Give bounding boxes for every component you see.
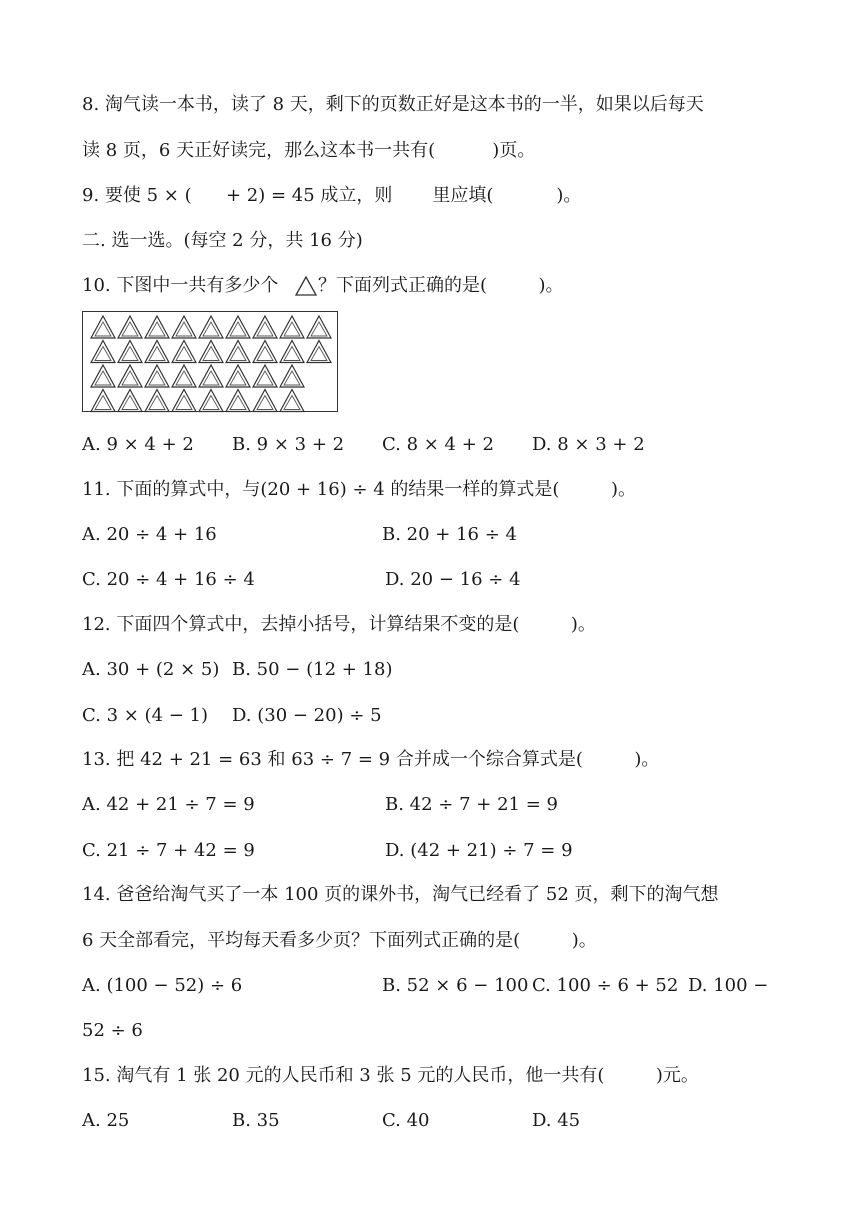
triangle-shape (199, 316, 223, 338)
triangle-shape (145, 390, 169, 412)
triangle-inner-shape (230, 347, 246, 361)
q14-option-b[interactable]: B. 52 × 6 − 100 (382, 975, 529, 996)
q14-option-c[interactable]: C. 100 ÷ 6 + 52 (532, 975, 679, 996)
q11-option-a[interactable]: A. 20 ÷ 4 + 16 (82, 524, 217, 545)
q11-option-b[interactable]: B. 20 + 16 ÷ 4 (382, 524, 517, 545)
q13-option-d[interactable]: D. (42 + 21) ÷ 7 = 9 (385, 840, 573, 861)
triangle-inner-shape (122, 396, 138, 410)
triangle-shape (253, 365, 277, 387)
triangle-inner-shape (284, 371, 300, 385)
triangle-shape (91, 390, 115, 412)
triangle-inner-shape (284, 347, 300, 361)
q14-option-d[interactable]: D. 100 − (688, 975, 769, 996)
triangle-shape (172, 316, 196, 338)
triangle-shape (199, 365, 223, 387)
triangle-inner-shape (95, 371, 111, 385)
triangle-shape (199, 390, 223, 412)
triangle-inner-shape (230, 371, 246, 385)
triangle-inner-shape (122, 371, 138, 385)
q15-option-b[interactable]: B. 35 (232, 1110, 280, 1131)
triangle-inner-shape (203, 322, 219, 336)
triangle-inner-shape (311, 322, 327, 336)
q13-option-a[interactable]: A. 42 + 21 ÷ 7 = 9 (82, 794, 255, 815)
triangle-inner-shape (95, 322, 111, 336)
triangle-inner-shape (149, 347, 165, 361)
q8-line-2: 读 8 页，6 天正好读完，那么这本书一共有( )页。 (82, 140, 536, 161)
triangle-inner-shape (149, 322, 165, 336)
q10-option-d[interactable]: D. 8 × 3 + 2 (532, 434, 645, 455)
q11-line: 11. 下面的算式中，与(20 + 16) ÷ 4 的结果一样的算式是( )。 (82, 479, 636, 500)
triangle-shape (118, 341, 142, 363)
q14-line-2: 6 天全部看完，平均每天看多少页？下面列式正确的是( )。 (82, 930, 597, 951)
triangle-inner-shape (257, 371, 273, 385)
q10-option-a[interactable]: A. 9 × 4 + 2 (82, 434, 194, 455)
triangle-shape (280, 316, 304, 338)
q10-option-b[interactable]: B. 9 × 3 + 2 (232, 434, 345, 455)
triangle-shape (145, 365, 169, 387)
triangle-inner-shape (122, 322, 138, 336)
q14-option-d-continued: 52 ÷ 6 (82, 1020, 143, 1041)
triangle-inner-shape (230, 396, 246, 410)
q12-option-d[interactable]: D. (30 − 20) ÷ 5 (232, 705, 382, 726)
triangle-grid (83, 312, 339, 413)
q12-option-b[interactable]: B. 50 − (12 + 18) (232, 659, 393, 680)
triangle-inner-shape (284, 322, 300, 336)
triangle-shape (118, 365, 142, 387)
q15-option-a[interactable]: A. 25 (82, 1110, 130, 1131)
q11-option-c[interactable]: C. 20 ÷ 4 + 16 ÷ 4 (82, 569, 255, 590)
q13-line: 13. 把 42 + 21 = 63 和 63 ÷ 7 = 9 合并成一个综合算式是( )。 (82, 749, 660, 770)
section-2-heading: 二. 选一选。(每空 2 分，共 16 分) (82, 230, 363, 251)
q15-option-c[interactable]: C. 40 (382, 1110, 430, 1131)
triangle-inner-shape (257, 347, 273, 361)
triangle-inner-shape (176, 396, 192, 410)
q8-line-1: 8. 淘气读一本书，读了 8 天，剩下的页数正好是这本书的一半，如果以后每天 (82, 94, 704, 115)
triangle-inner-shape (284, 396, 300, 410)
triangle-shape (226, 390, 250, 412)
q13-option-c[interactable]: C. 21 ÷ 7 + 42 = 9 (82, 840, 255, 861)
triangle-shape (226, 341, 250, 363)
triangle-shape (226, 316, 250, 338)
q11-option-d[interactable]: D. 20 − 16 ÷ 4 (385, 569, 521, 590)
triangle-inner-shape (176, 371, 192, 385)
triangle-shape (172, 341, 196, 363)
triangle-shape (91, 341, 115, 363)
q10-line-part2: ？下面列式正确的是( )。 (318, 275, 564, 296)
q9-line: 9. 要使 5 × ( + 2) = 45 成立，则 里应填( )。 (82, 185, 582, 206)
triangle-inner-shape (257, 396, 273, 410)
triangle-shape (199, 341, 223, 363)
triangle-shape (226, 365, 250, 387)
triangle-inner-shape (203, 371, 219, 385)
triangle-shape (91, 365, 115, 387)
triangle-inner-shape (122, 347, 138, 361)
triangle-shape (118, 316, 142, 338)
triangle-inner-shape (149, 371, 165, 385)
q10-option-c[interactable]: C. 8 × 4 + 2 (382, 434, 494, 455)
q15-option-d[interactable]: D. 45 (532, 1110, 581, 1131)
triangle-inner-shape (149, 396, 165, 410)
q12-option-c[interactable]: C. 3 × (4 − 1) (82, 705, 209, 726)
q12-line: 12. 下面四个算式中，去掉小括号，计算结果不变的是( )。 (82, 614, 596, 635)
triangle-inner-shape (203, 396, 219, 410)
triangle-shape (145, 341, 169, 363)
triangle-inner-shape (311, 347, 327, 361)
triangle-shape (118, 390, 142, 412)
triangle-inner-shape (230, 322, 246, 336)
triangle-inner-shape (95, 396, 111, 410)
q12-option-a[interactable]: A. 30 + (2 × 5) (82, 659, 220, 680)
triangle-shape (280, 390, 304, 412)
q14-option-a[interactable]: A. (100 − 52) ÷ 6 (82, 975, 243, 996)
triangle-icon (294, 275, 318, 297)
triangle-shape (253, 390, 277, 412)
triangle-shape (253, 341, 277, 363)
triangle-inner-shape (176, 322, 192, 336)
triangle-shape (307, 341, 331, 363)
q13-option-b[interactable]: B. 42 ÷ 7 + 21 = 9 (385, 794, 558, 815)
triangle-shape (280, 365, 304, 387)
triangle-inner-shape (257, 322, 273, 336)
triangle-shape (253, 316, 277, 338)
triangle-shape (91, 316, 115, 338)
triangle-inner-shape (176, 347, 192, 361)
triangle-shape (307, 316, 331, 338)
q15-line: 15. 淘气有 1 张 20 元的人民币和 3 张 5 元的人民币，他一共有( )元。 (82, 1065, 699, 1086)
triangle-shape (280, 341, 304, 363)
triangle-inner-shape (203, 347, 219, 361)
q14-line-1: 14. 爸爸给淘气买了一本 100 页的课外书，淘气已经看了 52 页，剩下的淘气想 (82, 884, 719, 905)
triangle-inner-shape (95, 347, 111, 361)
triangle-shape (172, 390, 196, 412)
triangle-shape (145, 316, 169, 338)
triangle-shape (172, 365, 196, 387)
triangle-figure (82, 311, 338, 412)
q10-line-part1: 10. 下图中一共有多少个 (82, 275, 279, 296)
